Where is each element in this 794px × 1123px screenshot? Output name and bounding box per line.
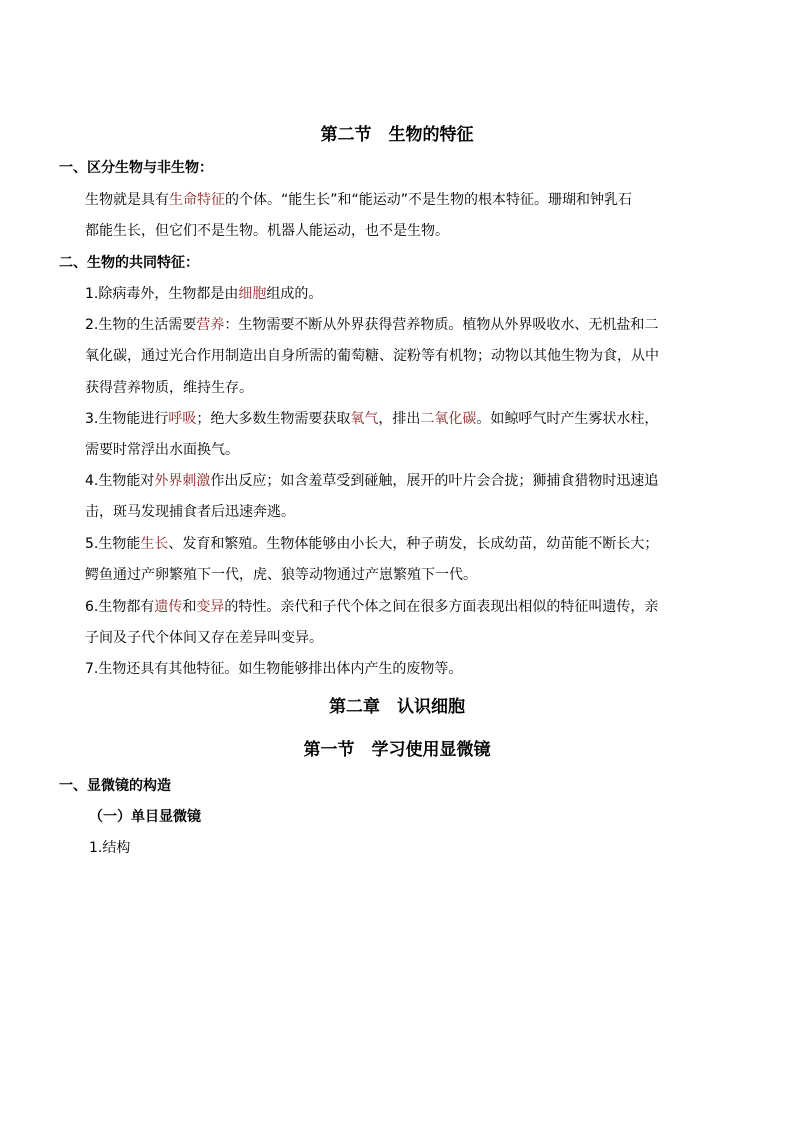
item-4-line2: 击，斑马发现捕食者后迅速奔逃。 [85,504,295,520]
part3-subheading: （一）单目显微镜 [89,809,201,825]
highlight-term: 遗传 [154,599,183,615]
part1-line2: 都能生长，但它们不是生物。机器人能运动，也不是生物。 [85,223,449,239]
item-3-line2: 需要时常浮出水面换气。 [85,442,239,458]
part2-heading: 二、生物的共同特征： [59,255,199,271]
highlight-term: 生命特征 [169,192,225,208]
text-run: 和 [182,599,197,615]
text-run: 的特性。亲代和子代个体之间在很多方面表现出相似的特征叫遗传，亲 [224,599,659,615]
part1-heading: 一、区分生物与非生物： [59,160,213,176]
highlight-term: 呼吸 [168,411,197,427]
part3-item: 1.结构 [89,840,131,856]
highlight-term: 氧气 [350,411,379,427]
section2-title: 第一节 学习使用显微镜 [303,740,491,760]
text-run: 3.生物能进行 [85,411,169,427]
item-1 [85,283,322,303]
item-3-line1 [85,408,658,428]
highlight-term: 细胞 [238,286,267,302]
item-6-line1 [85,596,658,616]
text-run: 组成的。 [266,286,323,302]
text-run: 。如鲸呼气时产生雾状水柱， [476,411,659,427]
text-run: 2.生物的生活需要 [85,317,197,333]
part3-heading: 一、显微镜的构造 [59,778,171,794]
item-5-line2: 鳄鱼通过产卵繁殖下一代，虎、狼等动物通过产崽繁殖下一代。 [85,567,477,583]
text-run: ：生物需要不断从外界获得营养物质。植物从外界吸收水、无机盐和二 [224,317,659,333]
item-4-line1 [85,470,658,490]
section-title: 第二节 生物的特征 [320,125,474,145]
item-7: 7.生物还具有其他特征。如生物能够排出体内产生的废物等。 [85,661,463,677]
highlight-term: 变异 [196,599,225,615]
highlight-term: 生长 [140,536,169,552]
text-run: 1.除病毒外，生物都是由 [85,286,239,302]
item-2-line1 [85,314,658,334]
text-run: 作出反应；如含羞草受到碰触，展开的叶片会合拢；狮捕食猎物时迅速追 [210,473,659,489]
item-5-line1 [85,533,658,553]
highlight-term: 外界刺激 [154,473,211,489]
chapter-title: 第二章 认识细胞 [329,697,465,717]
text-run: 、发育和繁殖。生物体能够由小长大，种子萌发，长成幼苗，幼苗能不断长大； [168,536,659,552]
text-run: 的个体。“能生长”和“能运动”不是生物的根本特征。珊瑚和钟乳石 [225,192,633,208]
item-2-line2: 氧化碳，通过光合作用制造出自身所需的葡萄糖、淀粉等有机物；动物以其他生物为食，从中 [85,348,659,364]
text-run: ，排出 [378,411,421,427]
text-run: 4.生物能对 [85,473,155,489]
item-2-line3: 获得营养物质，维持生存。 [85,380,253,396]
highlight-term: 二氧化碳 [420,411,477,427]
text-run: 6.生物都有 [85,599,155,615]
item-6-line2: 子间及子代个体间又存在差异叫变异。 [85,630,323,646]
text-run: 生物就是具有 [85,192,169,208]
text-run: ；绝大多数生物需要获取 [196,411,351,427]
text-run: 5.生物能 [85,536,141,552]
part1-line1 [85,189,632,209]
highlight-term: 营养 [196,317,225,333]
